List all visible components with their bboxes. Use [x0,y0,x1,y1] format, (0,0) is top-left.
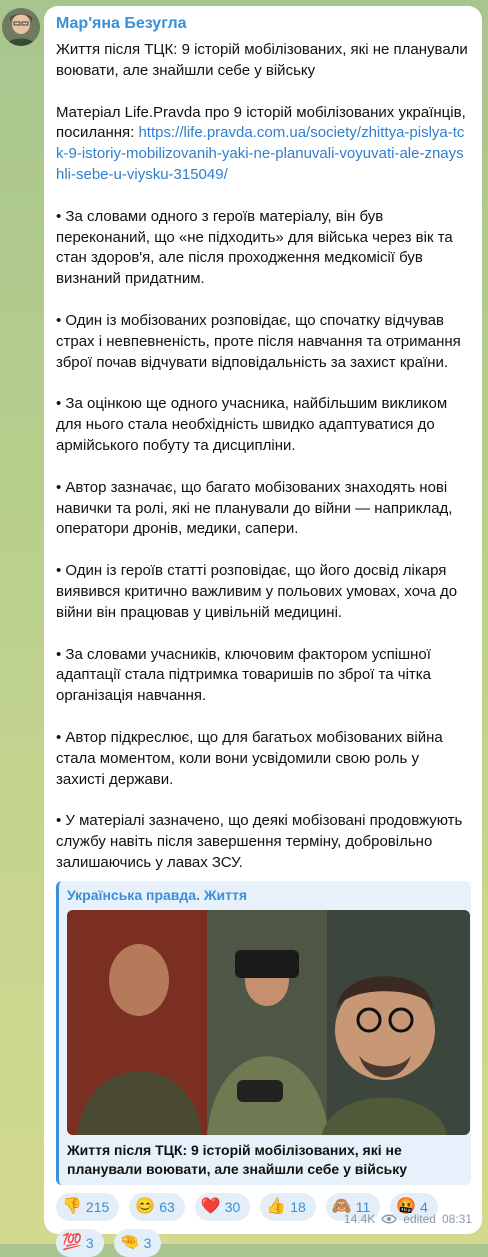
message-title: Життя після ТЦК: 9 історій мобілізованих, які не планували воювати, але знайшли себе у війську [56,41,468,79]
article-link[interactable]: https://life.pravda.com.ua/society/zhittya-pislya-tck-9-istoriy-mobilizovanih-yaki-ne-planuvali-voyuvati-ale-znayshli-sebe-u-viysku-315049/ [56,124,465,183]
bullet-item: • За словами одного з героїв матеріалу, він був переконаний, що «не підходить» для війська через вік та стан здоров'я, але після проходження медкомісії був визнаний придатним. [56,207,453,288]
see-no-evil-monkey-icon: 🙈 [331,1197,352,1215]
reaction-chip[interactable] [260,1193,316,1221]
reaction-count: 30 [224,1198,241,1215]
reaction-chip[interactable] [195,1193,251,1221]
thumbs-down-icon: 👎 [62,1197,82,1215]
preview-image-art [67,910,470,1135]
view-count: 14.4K [343,1212,376,1226]
bullet-item: • Автор підкреслює, що для багатьох мобізованих війна стала моментом, коли вони усвідомили свою роль у захисті держави. [56,728,443,788]
reaction-chip[interactable] [129,1193,185,1221]
message-time: 08:31 [441,1212,472,1226]
bullet-item: • У матеріалі зазначено, що деякі мобізовані продовжують службу навіть після завершення терміну, добровільно залишаючись у лавах ЗСУ. [56,812,463,871]
smile-icon: 😊 [135,1197,156,1215]
reaction-chip[interactable] [114,1229,162,1257]
reaction-count: 215 [85,1198,110,1215]
preview-site-name: Українська правда. Життя [67,886,247,903]
bullet-item: • Автор зазначає, що багато мобізованих знаходять нові навички та ролі, які не планували до війни — наприклад, оператори дронів, медики, сапери. [56,478,453,538]
reaction-count: 4 [420,1198,428,1215]
bullet-item: • За словами учасників, ключовим фактором успішної адаптації стала підтримка товаришів по зброї та чітка організація навчання. [56,645,432,705]
reaction-chip[interactable] [56,1193,119,1221]
message-intro [56,103,470,186]
link-preview[interactable] [56,881,471,1185]
preview-image[interactable] [67,910,470,1135]
avatar-image [2,8,40,46]
message-bubble [44,6,482,1251]
author-name[interactable]: Мар'яна Безугла [56,15,187,32]
reaction-chip[interactable] [56,1229,104,1257]
reaction-count: 18 [290,1198,306,1215]
bullet-item: • Один із мобізованих розповідає, що спочатку відчував страх і невпевненість, проте після навчання та отримання зброї почав відчувати відповідальність за захист країни. [56,311,461,371]
heart-icon: ❤️ [200,1197,221,1215]
eye-icon [381,1214,397,1224]
reaction-count: 3 [143,1234,152,1251]
avatar[interactable] [2,8,40,46]
reaction-count: 11 [355,1198,371,1215]
edited-label: edited [403,1212,436,1226]
bullet-item: • Один із героїв статті розповідає, що його досвід лікаря виявився критично важливим у польових умовах, хоча до війни він працював у цивільній медицині. [56,562,458,621]
intro-text: Матеріал Life.Pravda про 9 історій мобілізованих українців, посилання: [56,103,466,142]
message-meta [344,1212,472,1226]
preview-title: Життя після ТЦК: 9 історій мобілізованих, які не планували воювати, але знайшли себе у війську [67,1141,408,1177]
message-text [56,40,470,874]
reaction-count: 63 [159,1198,175,1215]
hundred-points-icon: 💯 [62,1233,82,1251]
reaction-count: 3 [85,1234,94,1251]
bullet-item: • За оцінкою ще одного учасника, найбільшим викликом для нього стала необхідність швидко адаптуватися до армійського побуту та дисципліни. [56,395,448,454]
angry-face-icon: 🤬 [396,1197,417,1215]
thumbs-up-icon: 👍 [266,1197,287,1215]
pinching-hand-icon: 🤏 [119,1233,140,1251]
